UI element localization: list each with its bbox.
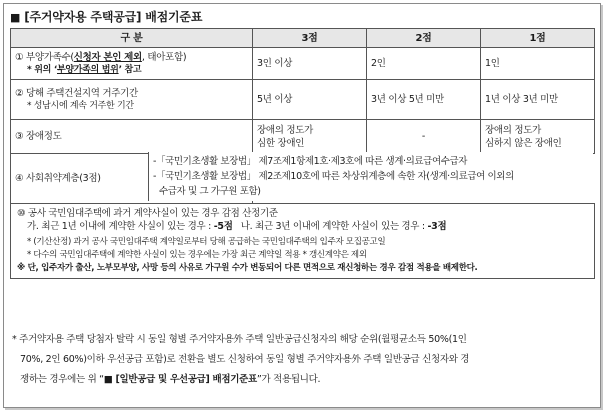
penalty-warning: ※ 단, 입주자가 출산, 노부모부양, 사망 등의 사유로 가구원 수가 변동되어 다른 면적으로 재신청하는 경우 감점 적용을 배제한다.: [17, 263, 478, 273]
title-text: [주거약자용 주택공급] 배점기준표: [24, 10, 203, 24]
row1-label-cell: [11, 48, 253, 80]
penalty-b-text: 나. 최근 3년 이내에 계약한 사실이 있는 경우 :: [232, 221, 428, 232]
footnote-line2: 70%, 2인 60%)이하 우선공급 포함)로 전환을 별도 신청하여 동일 형별 주거약자용外 주택 일반공급 신청자와 경: [20, 354, 470, 365]
row3-3pts-line2: 심한 장애인: [257, 137, 305, 149]
row1-label-bold: 신청자 본인 제외: [73, 51, 142, 63]
penalty-line2: [17, 220, 588, 233]
row2-num: ②: [15, 87, 24, 99]
penalty-note2: * 다수의 국민임대주택에 계약한 사실이 있는 경우에는 가장 최근 계약일 적용 * 갱신계약은 제외: [27, 250, 367, 260]
row1-note-post: ’ 참고: [118, 64, 142, 75]
row2-note: * 성남시에 계속 거주한 기간: [27, 100, 134, 111]
row1-1pt: 1인: [481, 48, 595, 80]
row3-2pts: -: [367, 120, 481, 154]
row3-label-cell: [11, 120, 253, 154]
table-row-penalty: [11, 204, 595, 279]
row3-label: 장애정도: [25, 131, 62, 142]
row1-label-post: , 태아포함): [141, 51, 187, 63]
row1-num: ①: [15, 51, 24, 63]
row3-1pt-line2: 심하지 않은 장애인: [485, 137, 562, 149]
row2-label: 당해 주택건설지역 거주기간: [25, 87, 138, 99]
row3-3pts: [253, 120, 367, 154]
table-row-residence: [11, 80, 595, 120]
penalty-a-text: 가. 최근 1년 이내에 계약한 사실이 있는 경우 :: [27, 221, 214, 232]
row2-label-cell: [11, 80, 253, 120]
row1-2pts: 2인: [367, 48, 481, 80]
row4-label: 사회취약계층(3점): [25, 173, 101, 184]
penalty-note1: * (기산산정) 과거 공사 국민임대주택 계약일로부터 당해 공급하는 국민임대주택의 입주자 모집공고일: [27, 237, 386, 247]
row3-1pt-line1: 장애의 정도가: [485, 124, 541, 136]
row4-line3: 수급자 및 그 가구원 포함): [159, 186, 261, 197]
header-3pts: 3점: [253, 29, 367, 48]
row2-2pts: 3년 이상 5년 미만: [367, 80, 481, 120]
row4-num: ④: [15, 173, 24, 184]
row1-note-pre: * 위의 ‘: [27, 64, 57, 75]
table-row-dependents: [11, 48, 595, 80]
footnote-line3-post: ”가 적용됩니다.: [256, 374, 321, 385]
square-bullet-icon: ■: [10, 11, 21, 24]
penalty-b-value: -3점: [427, 221, 447, 232]
row2-1pt: 1년 이상 3년 미만: [481, 80, 595, 120]
penalty-cell: [11, 204, 595, 279]
penalty-line1: ⑩ 공사 국민임대주택에 과거 계약사실이 있는 경우 감점 산정기준: [17, 208, 278, 219]
header-category: 구 분: [11, 29, 253, 48]
row3-3pts-line1: 장애의 정도가: [257, 124, 313, 136]
header-1pt: 1점: [481, 29, 595, 48]
table-row-disability: [11, 120, 595, 154]
row1-label-pre: 부양가족수(: [25, 51, 74, 63]
row2-3pts: 5년 이상: [253, 80, 367, 120]
row3-1pt: [481, 120, 595, 154]
row4-content-cell: [148, 152, 593, 201]
row4-line1: -「국민기초생활 보장법」 제7조제1항제1호·제3호에 따른 생계·의료급여수급자: [153, 156, 468, 167]
footnote: [12, 330, 594, 390]
footnote-line3-bold: ■ [일반공급 및 우선공급] 배점기준표: [103, 374, 257, 385]
row1-note-bold: 부양가족의 범위: [56, 64, 119, 75]
footnote-line3-pre: 쟁하는 경우에는 위 “: [20, 374, 104, 385]
row3-num: ③: [15, 131, 24, 142]
header-2pts: 2점: [367, 29, 481, 48]
row4-line2: -「국민기초생활 보장법」 제2조제10호에 따른 차상위계층에 속한 자(생계·의료급여 이외의: [153, 171, 514, 182]
page-title: [10, 8, 202, 25]
table-header-row: [11, 29, 595, 48]
footnote-line1: * 주거약자용 주택 당첨자 탈락 시 동일 형별 주거약자용外 주택 일반공급신청자의 해당 순위(월평균소득 50%(1인: [12, 334, 467, 345]
row1-3pts: 3인 이상: [253, 48, 367, 80]
footnote-line3: [12, 370, 594, 390]
penalty-a-value: -5점: [213, 221, 233, 232]
